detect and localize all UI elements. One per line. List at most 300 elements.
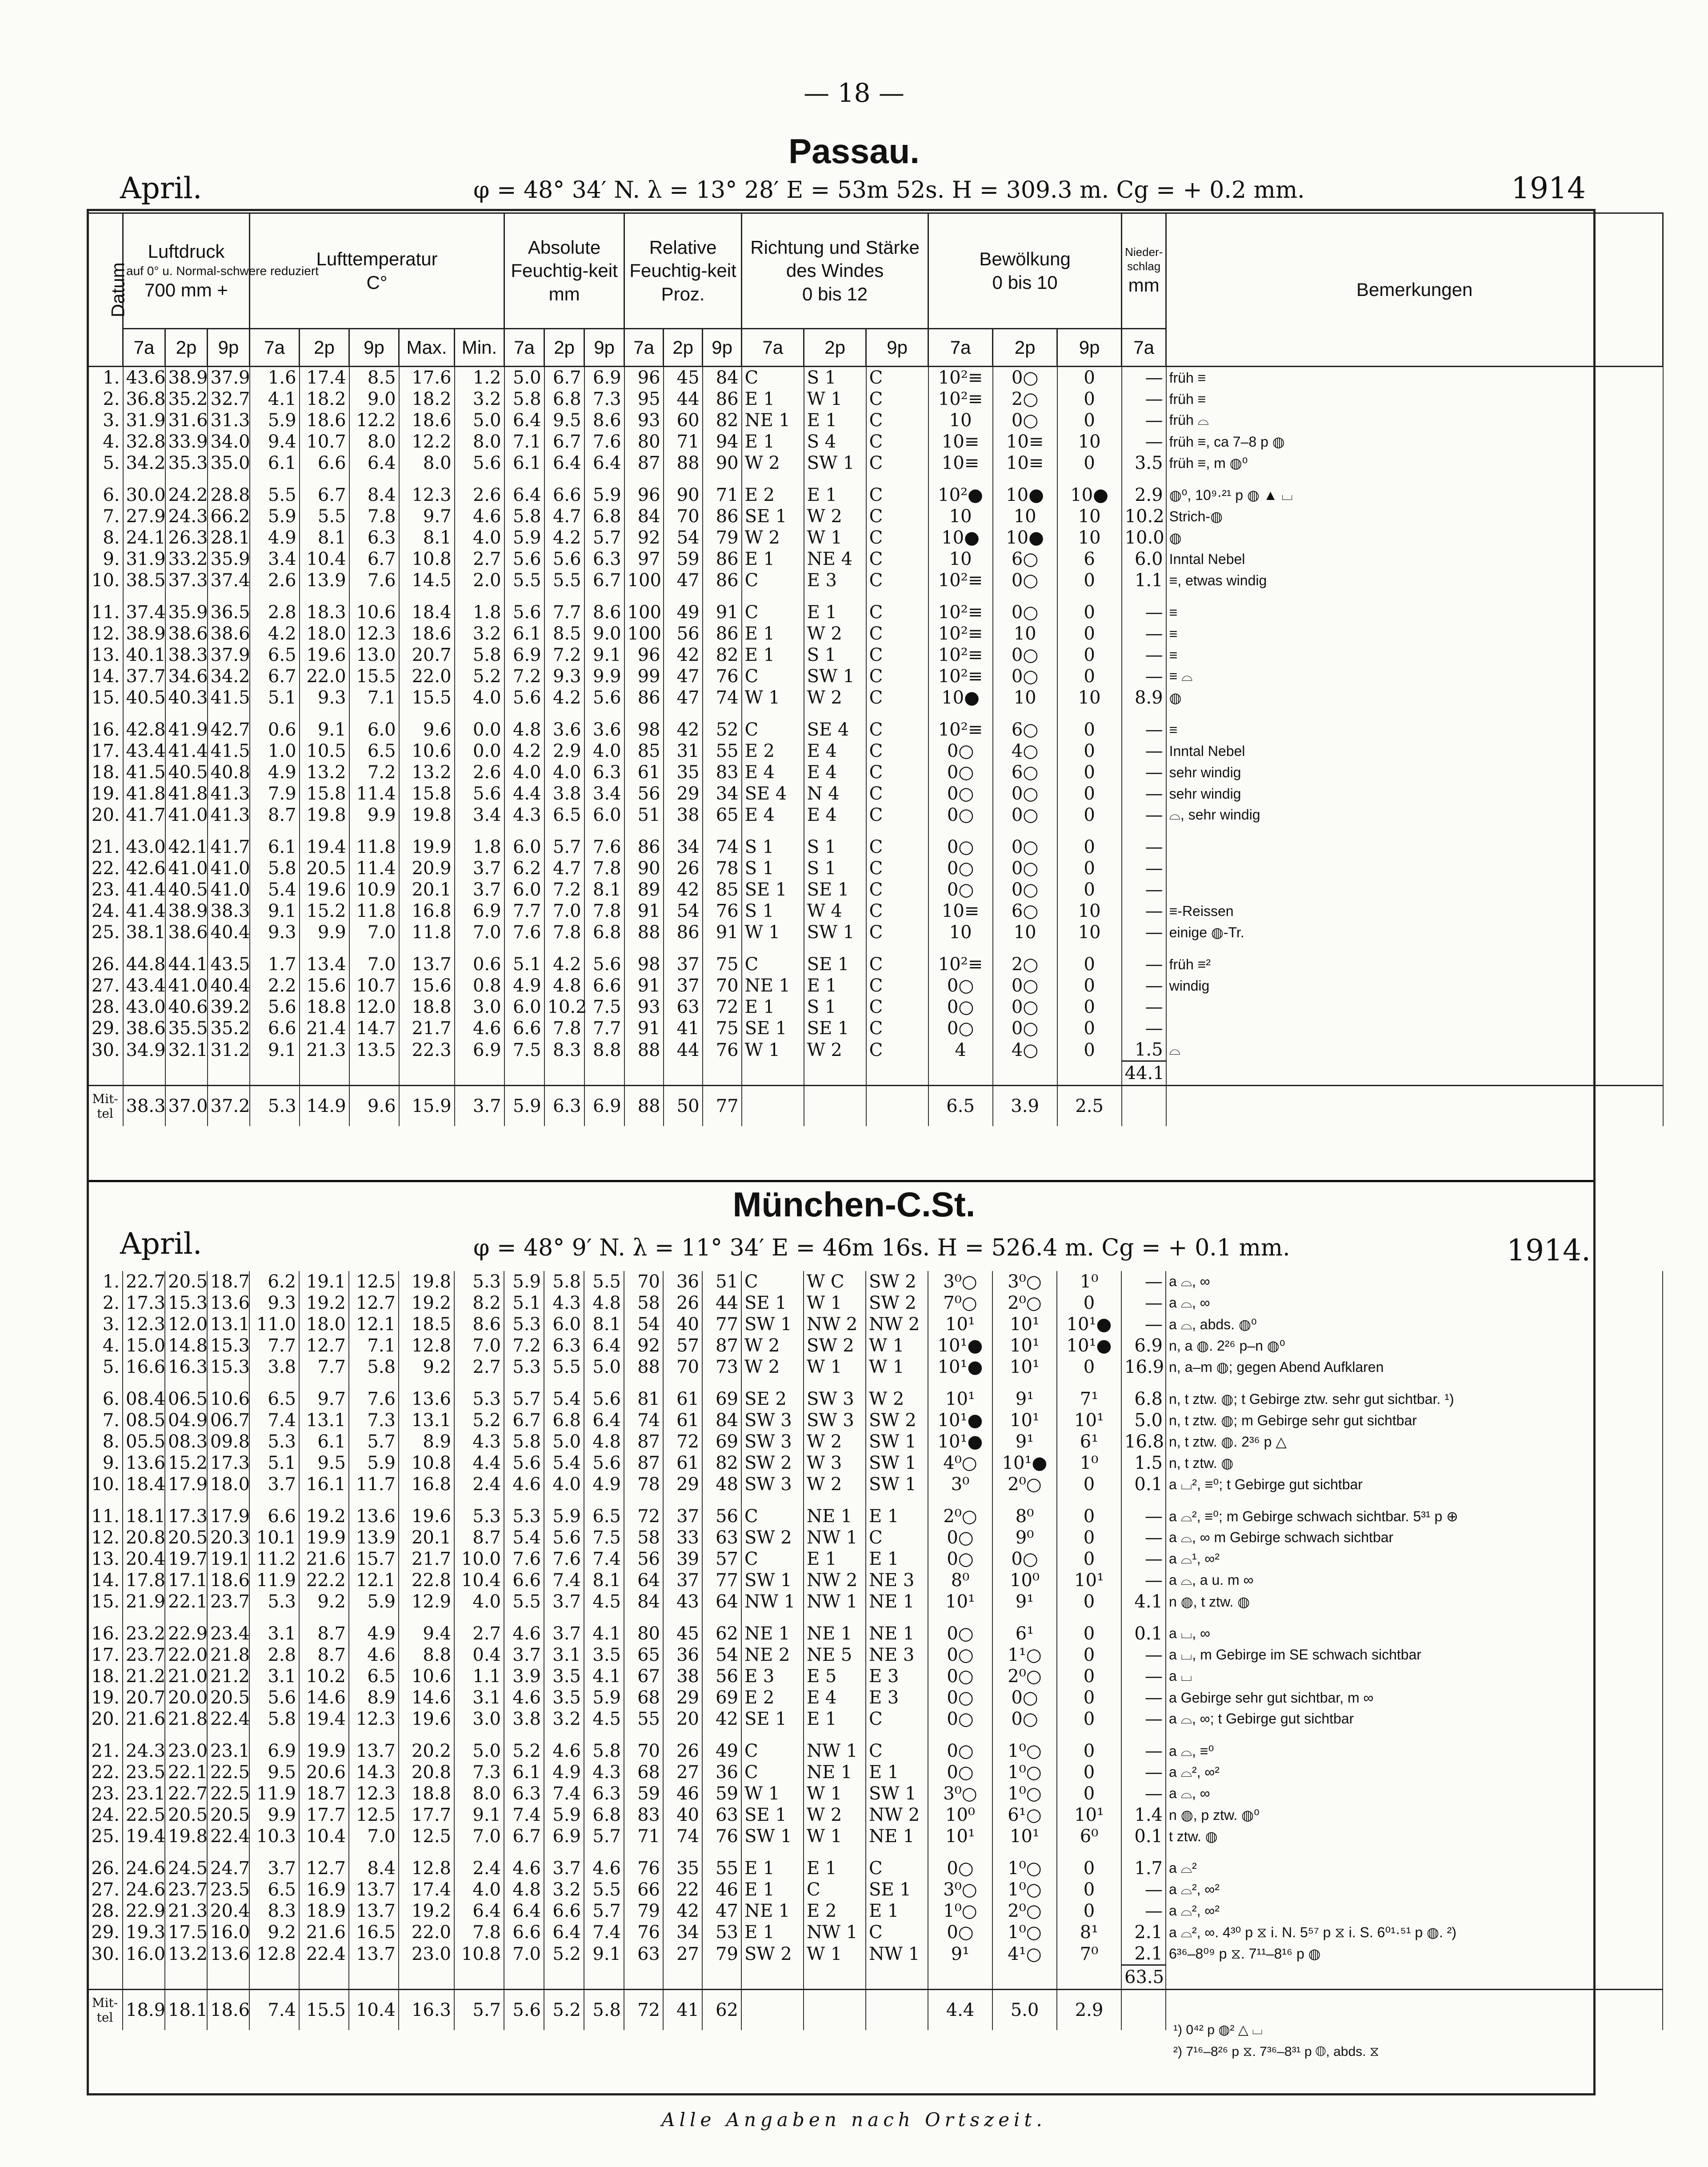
- value-cell: E 2: [804, 1900, 866, 1922]
- value-cell: 17.3: [123, 1292, 165, 1314]
- value-cell: 5.4: [544, 1388, 584, 1410]
- sub-t7: 7a: [1122, 329, 1166, 367]
- value-cell: 0: [1057, 836, 1122, 858]
- value-cell: 18.4: [399, 602, 455, 623]
- value-cell: C: [866, 719, 928, 740]
- value-cell: SE 4: [742, 783, 804, 804]
- remark-cell: a ⌴², ≡⁰; t Gebirge gut sichtbar: [1166, 1474, 1663, 1495]
- value-cell: 5.9: [250, 410, 300, 431]
- value-cell: 9.2: [249, 1922, 299, 1943]
- value-cell: W 2: [804, 1474, 866, 1495]
- value-cell: 91: [703, 602, 742, 623]
- value-cell: 3.7: [504, 1644, 544, 1666]
- remark-cell: a ⌓, ∞ m Gebirge schwach sichtbar: [1166, 1527, 1663, 1548]
- value-cell: 56: [702, 1506, 741, 1527]
- value-cell: C: [866, 367, 928, 389]
- value-cell: 10²≡: [928, 623, 993, 644]
- value-cell: 6.5: [584, 1506, 624, 1527]
- value-cell: 0○: [928, 1527, 992, 1548]
- value-cell: 3.7: [249, 1474, 299, 1495]
- value-cell: 6.9: [455, 1039, 504, 1061]
- sub-t7: 7a: [624, 329, 664, 367]
- value-cell: 38: [663, 1666, 702, 1687]
- value-cell: 08.5: [123, 1410, 165, 1431]
- value-cell: 7.5: [584, 1527, 624, 1548]
- value-cell: 18.8: [300, 996, 349, 1018]
- value-cell: 10¹●: [928, 1356, 992, 1378]
- value-cell: 10: [993, 687, 1057, 708]
- value-cell: 7.2: [504, 666, 544, 687]
- remark-cell: ⌓, sehr windig: [1166, 804, 1663, 826]
- value-cell: C: [741, 1548, 804, 1570]
- value-cell: 4⁰○: [928, 1452, 992, 1474]
- value-cell: 9.2: [299, 1591, 349, 1612]
- date-cell: 26.: [88, 954, 123, 975]
- value-cell: 22.4: [207, 1708, 249, 1730]
- value-cell: 7⁰○: [928, 1292, 992, 1314]
- value-cell: NE 1: [741, 1623, 804, 1644]
- value-cell: 41.0: [165, 975, 208, 996]
- value-cell: 90: [624, 858, 664, 879]
- value-cell: 70: [664, 506, 703, 527]
- value-cell: 23.1: [207, 1740, 249, 1762]
- month-passau: April.: [120, 171, 202, 205]
- value-cell: 71: [703, 484, 742, 506]
- value-cell: 1⁰○: [992, 1762, 1057, 1783]
- value-cell: 22.5: [207, 1783, 249, 1804]
- value-cell: 84: [624, 506, 664, 527]
- value-cell: NE 3: [866, 1644, 928, 1666]
- value-cell: 0: [1057, 644, 1122, 666]
- mittel-value: 4.4: [928, 1990, 992, 2031]
- date-cell: 4.: [88, 431, 123, 452]
- value-cell: 6.8: [584, 922, 624, 943]
- value-cell: 44: [664, 1039, 703, 1061]
- value-cell: 20.5: [207, 1687, 249, 1708]
- value-cell: 51: [624, 804, 664, 826]
- sub-t7: 7a: [504, 329, 544, 367]
- value-cell: 5.3: [454, 1271, 504, 1292]
- mittel-value: 72: [624, 1990, 663, 2031]
- value-cell: C: [866, 431, 928, 452]
- value-cell: 26: [663, 1292, 702, 1314]
- date-cell: 10.: [87, 1474, 123, 1495]
- value-cell: 10²≡: [928, 570, 993, 591]
- value-cell: 18.6: [207, 1570, 249, 1591]
- value-cell: 4.8: [504, 1879, 544, 1900]
- value-cell: 24.5: [165, 1858, 207, 1879]
- value-cell: 6.1: [299, 1431, 349, 1452]
- value-cell: E 1: [866, 1548, 928, 1570]
- value-cell: 81: [624, 1388, 663, 1410]
- value-cell: 7.3: [454, 1762, 504, 1783]
- value-cell: E 1: [804, 602, 866, 623]
- value-cell: 92: [624, 1335, 663, 1356]
- value-cell: 18.0: [300, 623, 349, 644]
- value-cell: 20.5: [300, 858, 349, 879]
- value-cell: 23.0: [399, 1943, 454, 1965]
- value-cell: —: [1121, 1783, 1166, 1804]
- value-cell: 3.2: [544, 1879, 584, 1900]
- value-cell: 3.6: [584, 719, 624, 740]
- value-cell: 0: [1057, 1740, 1121, 1762]
- value-cell: 54: [664, 900, 703, 922]
- value-cell: 6.6: [544, 1900, 584, 1922]
- value-cell: 11.8: [349, 900, 399, 922]
- value-cell: 06.5: [165, 1388, 207, 1410]
- value-cell: 3.0: [454, 1708, 504, 1730]
- value-cell: 5.6: [544, 1527, 584, 1548]
- value-cell: SW 2: [866, 1271, 928, 1292]
- value-cell: 6.3: [504, 1783, 544, 1804]
- value-cell: 12.9: [399, 1591, 454, 1612]
- value-cell: 6.6: [300, 452, 349, 474]
- value-cell: 66.2: [208, 506, 250, 527]
- sub-t7: 7a: [742, 329, 804, 367]
- value-cell: 6.0: [504, 996, 544, 1018]
- value-cell: 13.6: [399, 1388, 454, 1410]
- value-cell: 17.3: [207, 1452, 249, 1474]
- value-cell: 22.9: [165, 1623, 207, 1644]
- value-cell: 41.7: [123, 804, 165, 826]
- value-cell: 16.3: [165, 1356, 207, 1378]
- date-cell: 6.: [88, 484, 123, 506]
- value-cell: 5.6: [504, 548, 544, 570]
- value-cell: 43.4: [123, 975, 165, 996]
- value-cell: S 1: [804, 644, 866, 666]
- value-cell: 5.8: [544, 1271, 584, 1292]
- date-cell: 14.: [88, 666, 123, 687]
- value-cell: 17.7: [399, 1804, 454, 1826]
- value-cell: 13.1: [207, 1314, 249, 1335]
- value-cell: 10¹: [1057, 1410, 1121, 1431]
- value-cell: 19.9: [299, 1740, 349, 1762]
- mittel-value: 9.6: [349, 1086, 399, 1127]
- value-cell: 20.6: [299, 1762, 349, 1783]
- value-cell: 5.0: [584, 1356, 624, 1378]
- value-cell: 20.8: [123, 1527, 165, 1548]
- value-cell: SW 1: [804, 922, 866, 943]
- value-cell: 5.4: [250, 879, 300, 900]
- value-cell: 31.2: [208, 1039, 250, 1061]
- mittel-value: 16.3: [399, 1990, 454, 2031]
- value-cell: 9¹: [992, 1591, 1057, 1612]
- value-cell: 7.7: [584, 1018, 624, 1039]
- value-cell: W 1: [866, 1335, 928, 1356]
- value-cell: 15.8: [399, 783, 455, 804]
- value-cell: 18.6: [300, 410, 349, 431]
- value-cell: 0: [1057, 1292, 1121, 1314]
- value-cell: 86: [624, 836, 664, 858]
- sub-t9: 9p: [866, 329, 928, 367]
- value-cell: 21.7: [399, 1018, 455, 1039]
- value-cell: 22.7: [165, 1783, 207, 1804]
- value-cell: 7⁰: [1057, 1943, 1121, 1965]
- value-cell: 11.4: [349, 783, 399, 804]
- date-cell: 27.: [88, 975, 123, 996]
- value-cell: 5.9: [504, 527, 544, 548]
- remark-cell: ≡: [1166, 602, 1663, 623]
- value-cell: 41.8: [123, 783, 165, 804]
- value-cell: 86: [703, 623, 742, 644]
- value-cell: 1.8: [455, 602, 504, 623]
- value-cell: 44: [702, 1292, 741, 1314]
- value-cell: 5.6: [584, 1388, 624, 1410]
- value-cell: 6.9: [584, 367, 624, 389]
- value-cell: C: [866, 1708, 928, 1730]
- value-cell: 0○: [928, 975, 993, 996]
- mittel-value: 5.0: [992, 1990, 1057, 2031]
- value-cell: C: [866, 922, 928, 943]
- value-cell: 0.1: [1121, 1474, 1166, 1495]
- value-cell: W 2: [804, 1039, 866, 1061]
- value-cell: 5.9: [544, 1804, 584, 1826]
- header-wind: Richtung und Stärke des Windes 0 bis 12: [742, 213, 928, 329]
- value-cell: 10¹: [928, 1591, 992, 1612]
- value-cell: 6.4: [504, 1900, 544, 1922]
- sub-t2: 2p: [544, 329, 584, 367]
- value-cell: 9⁰: [992, 1527, 1057, 1548]
- value-cell: 6¹: [1057, 1431, 1121, 1452]
- value-cell: NE 1: [866, 1623, 928, 1644]
- precip-sum: 44.1: [1122, 1061, 1166, 1086]
- value-cell: 0○: [928, 1018, 993, 1039]
- value-cell: 38.6: [165, 623, 208, 644]
- value-cell: NW 1: [741, 1591, 804, 1612]
- value-cell: 8.7: [299, 1644, 349, 1666]
- value-cell: 6.4: [544, 1922, 584, 1943]
- value-cell: 8.5: [349, 367, 399, 389]
- value-cell: 10¹●: [992, 1452, 1057, 1474]
- value-cell: —: [1122, 996, 1166, 1018]
- value-cell: 18.3: [300, 602, 349, 623]
- value-cell: SE 1: [804, 879, 866, 900]
- value-cell: 3.7: [249, 1858, 299, 1879]
- value-cell: 57: [663, 1335, 702, 1356]
- value-cell: 12.5: [349, 1271, 399, 1292]
- value-cell: 5.6: [455, 452, 504, 474]
- value-cell: 11.8: [399, 922, 455, 943]
- value-cell: 7.6: [349, 1388, 399, 1410]
- value-cell: 3.1: [454, 1687, 504, 1708]
- value-cell: 6.1: [250, 836, 300, 858]
- value-cell: C: [741, 1740, 804, 1762]
- value-cell: 15.3: [207, 1335, 249, 1356]
- value-cell: 17.3: [165, 1506, 207, 1527]
- value-cell: 0○: [992, 1687, 1057, 1708]
- value-cell: 9.4: [399, 1623, 454, 1644]
- value-cell: 2.8: [250, 602, 300, 623]
- value-cell: 38.9: [165, 900, 208, 922]
- date-cell: 9.: [88, 548, 123, 570]
- value-cell: 5.5: [544, 1356, 584, 1378]
- date-cell: 12.: [88, 623, 123, 644]
- value-cell: C: [742, 602, 804, 623]
- value-cell: 7.0: [349, 922, 399, 943]
- value-cell: 14.8: [165, 1335, 207, 1356]
- value-cell: 05.5: [123, 1431, 165, 1452]
- value-cell: C: [866, 1527, 928, 1548]
- value-cell: 10: [993, 922, 1057, 943]
- value-cell: W 1: [742, 922, 804, 943]
- date-cell: 30.: [87, 1943, 123, 1965]
- value-cell: W 2: [742, 452, 804, 474]
- value-cell: 36.5: [208, 602, 250, 623]
- value-cell: 4.8: [584, 1431, 624, 1452]
- value-cell: E 1: [742, 388, 804, 410]
- value-cell: 22.4: [299, 1943, 349, 1965]
- value-cell: 100: [624, 602, 664, 623]
- value-cell: W 1: [804, 1292, 866, 1314]
- value-cell: 4○: [993, 1039, 1057, 1061]
- value-cell: 10≡: [928, 452, 993, 474]
- value-cell: 93: [624, 410, 664, 431]
- value-cell: 32.8: [123, 431, 165, 452]
- date-cell: 19.: [88, 783, 123, 804]
- value-cell: 86: [703, 506, 742, 527]
- value-cell: 0○: [992, 1708, 1057, 1730]
- value-cell: 6.5: [544, 804, 584, 826]
- value-cell: 1.4: [1121, 1804, 1166, 1826]
- value-cell: 29: [664, 783, 703, 804]
- value-cell: 3.7: [544, 1858, 584, 1879]
- value-cell: 17.6: [399, 367, 455, 389]
- mittel-value: 88: [624, 1086, 664, 1127]
- value-cell: 5.1: [250, 687, 300, 708]
- value-cell: W 4: [804, 900, 866, 922]
- value-cell: 2○: [993, 388, 1057, 410]
- value-cell: 87: [624, 1431, 663, 1452]
- value-cell: SW 1: [866, 1431, 928, 1452]
- value-cell: 08.4: [123, 1388, 165, 1410]
- value-cell: 7.8: [584, 900, 624, 922]
- value-cell: 35: [663, 1858, 702, 1879]
- value-cell: —: [1122, 762, 1166, 783]
- value-cell: W 2: [741, 1335, 804, 1356]
- value-cell: 7.6: [504, 922, 544, 943]
- value-cell: E 1: [804, 1708, 866, 1730]
- sub-t9: 9p: [349, 329, 399, 367]
- value-cell: 1⁰○: [992, 1858, 1057, 1879]
- value-cell: 65: [624, 1644, 663, 1666]
- value-cell: 0○: [993, 410, 1057, 431]
- date-cell: 13.: [88, 644, 123, 666]
- value-cell: 67: [624, 1666, 663, 1687]
- value-cell: 18.4: [123, 1474, 165, 1495]
- value-cell: 0: [1057, 879, 1122, 900]
- value-cell: 5.0: [1121, 1410, 1166, 1431]
- value-cell: 7.6: [584, 836, 624, 858]
- value-cell: C: [866, 410, 928, 431]
- value-cell: 16.0: [123, 1943, 165, 1965]
- value-cell: 12.3: [349, 1708, 399, 1730]
- value-cell: 9.3: [544, 666, 584, 687]
- value-cell: SE 1: [741, 1292, 804, 1314]
- sub-t2: 2p: [804, 329, 866, 367]
- mittel-value: 5.3: [250, 1086, 300, 1127]
- value-cell: 84: [702, 1410, 741, 1431]
- value-cell: 8.7: [454, 1527, 504, 1548]
- value-cell: SW 3: [741, 1431, 804, 1452]
- value-cell: 0: [1057, 804, 1122, 826]
- value-cell: 1⁰○: [992, 1783, 1057, 1804]
- value-cell: 4.0: [454, 1591, 504, 1612]
- value-cell: 0○: [993, 367, 1057, 389]
- value-cell: 4.6: [504, 1687, 544, 1708]
- value-cell: 22.7: [123, 1271, 165, 1292]
- value-cell: 10≡: [993, 452, 1057, 474]
- value-cell: 41.5: [208, 687, 250, 708]
- value-cell: —: [1122, 1018, 1166, 1039]
- value-cell: 4.7: [544, 858, 584, 879]
- mittel-value: 37.2: [208, 1086, 250, 1127]
- value-cell: 29: [663, 1687, 702, 1708]
- value-cell: 0○: [928, 1858, 992, 1879]
- value-cell: 2.9: [544, 740, 584, 762]
- value-cell: E 3: [866, 1666, 928, 1687]
- value-cell: 8.6: [584, 602, 624, 623]
- date-cell: 3.: [88, 410, 123, 431]
- value-cell: 42.7: [208, 719, 250, 740]
- value-cell: 21.3: [300, 1039, 349, 1061]
- value-cell: 3.2: [455, 388, 504, 410]
- value-cell: 17.4: [399, 1879, 454, 1900]
- value-cell: 7.4: [544, 1783, 584, 1804]
- value-cell: 5.8: [455, 644, 504, 666]
- value-cell: 7.7: [299, 1356, 349, 1378]
- value-cell: 0: [1057, 1527, 1121, 1548]
- value-cell: 8.7: [250, 804, 300, 826]
- value-cell: 44: [664, 388, 703, 410]
- value-cell: 5.6: [504, 1452, 544, 1474]
- value-cell: C: [866, 1740, 928, 1762]
- value-cell: 5.2: [454, 1410, 504, 1431]
- value-cell: 0○: [993, 879, 1057, 900]
- remark-cell: früh ⌓: [1166, 410, 1663, 431]
- value-cell: 46: [663, 1783, 702, 1804]
- date-cell: 9.: [87, 1452, 123, 1474]
- value-cell: —: [1122, 719, 1166, 740]
- remark-cell: ◍: [1166, 527, 1663, 548]
- value-cell: 9.7: [399, 506, 455, 527]
- value-cell: 16.8: [1121, 1431, 1166, 1452]
- value-cell: 7.6: [544, 1548, 584, 1570]
- value-cell: 0○: [928, 804, 993, 826]
- value-cell: 15.5: [349, 666, 399, 687]
- value-cell: 8.0: [454, 1783, 504, 1804]
- mittel-label: Mit-tel: [88, 1086, 123, 1127]
- value-cell: 4.3: [584, 1762, 624, 1783]
- value-cell: 8.1: [584, 879, 624, 900]
- value-cell: E 1: [866, 1900, 928, 1922]
- value-cell: 59: [624, 1783, 663, 1804]
- value-cell: 7.1: [349, 687, 399, 708]
- value-cell: 32.7: [208, 388, 250, 410]
- value-cell: 9.1: [300, 719, 349, 740]
- value-cell: 10: [1057, 687, 1122, 708]
- value-cell: 4.6: [544, 1740, 584, 1762]
- value-cell: E 4: [742, 804, 804, 826]
- value-cell: 88: [624, 922, 664, 943]
- value-cell: 86: [703, 570, 742, 591]
- value-cell: 12.5: [399, 1826, 454, 1847]
- value-cell: 38.3: [208, 900, 250, 922]
- value-cell: 5.9: [584, 484, 624, 506]
- value-cell: 7.9: [250, 783, 300, 804]
- value-cell: 12.0: [349, 996, 399, 1018]
- value-cell: SW 3: [804, 1410, 866, 1431]
- value-cell: 6.5: [349, 1666, 399, 1687]
